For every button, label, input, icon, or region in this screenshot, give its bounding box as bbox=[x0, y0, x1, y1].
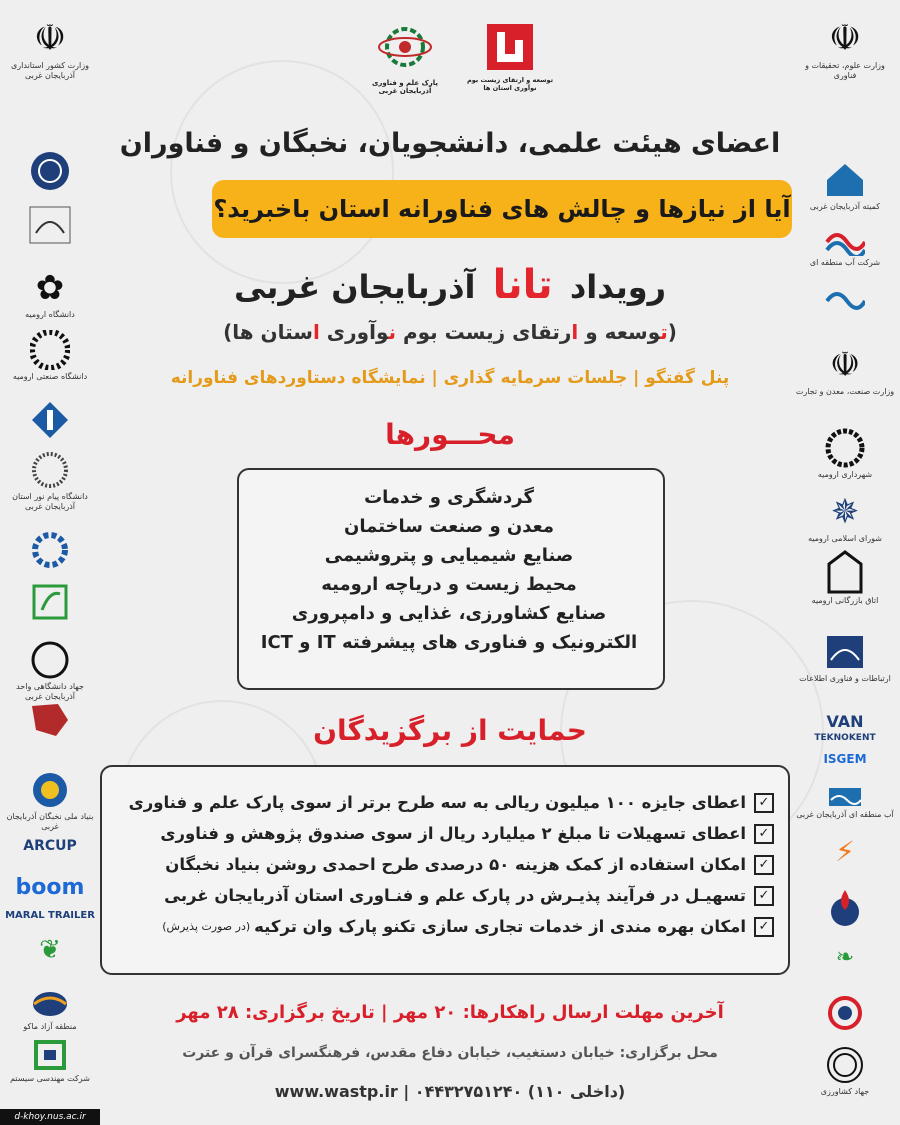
cube-icon bbox=[32, 1038, 68, 1072]
support-item: ✓ امکان بهره مندی از خدمات تجاری سازی تکنو پارک وان ترکیه (در صورت پذیرش) bbox=[102, 911, 788, 942]
event-name: تانا bbox=[492, 262, 553, 308]
axis-item: محیط زیست و دریاچه ارومیه bbox=[321, 574, 577, 595]
event-subtitle: (توسعه و ارتقای زیست بوم نوآوری استان ها) bbox=[223, 320, 677, 344]
support-item: ✓ اعطای تسهیلات تا مبلغ ۲ میلیارد ریال از سوی صندوق پژوهش و فناوری bbox=[102, 818, 788, 849]
gear-org-logo bbox=[0, 530, 100, 570]
committee-logo bbox=[795, 160, 895, 212]
park-caption: پارک علم و فناوری آذربایجان غربی bbox=[371, 79, 439, 95]
event-title bbox=[110, 262, 790, 308]
wave-icon bbox=[825, 285, 865, 315]
axis-item: صنایع کشاورزی، غذایی و دامپروری bbox=[291, 603, 607, 624]
ministry-industry-logo bbox=[795, 345, 895, 397]
ict-icon bbox=[823, 632, 867, 672]
leaf-icon bbox=[30, 582, 70, 622]
left-logo-column bbox=[0, 0, 110, 1125]
globe-icon bbox=[29, 150, 71, 192]
logo-caption: دانشگاه ارومیه bbox=[25, 310, 75, 319]
cooperative-logo bbox=[795, 995, 895, 1031]
logo-caption: دانشگاه پیام نور استان آذربایجان غربی bbox=[12, 492, 88, 511]
event-prefix: رویداد bbox=[569, 268, 667, 306]
checkbox-checked-icon: ✓ bbox=[754, 793, 774, 813]
elite-icon bbox=[30, 770, 70, 810]
arcup-logo: ARCUP bbox=[23, 838, 77, 854]
jahad-logo bbox=[0, 640, 100, 702]
deadline: آخرین مهلت ارسال راهکارها: ۲۰ مهر | تاریخ برگزاری: ۲۸ مهر bbox=[176, 1002, 724, 1023]
program-tags: پنل گفتگو | جلسات سرمایه گذاری | نمایشگاه دستاوردهای فناورانه bbox=[170, 368, 730, 388]
support-box bbox=[100, 765, 790, 975]
building-icon bbox=[825, 550, 865, 594]
orbit-icon bbox=[30, 988, 70, 1020]
ministry-interior-logo bbox=[0, 18, 100, 81]
lightning-icon: ⚡ bbox=[835, 835, 855, 868]
logo-caption: اتاق بازرگانی ارومیه bbox=[811, 596, 879, 605]
support-item: ✓ امکان استفاده از کمک هزینه ۵۰ درصدی طرح احمدی روشن بنیاد نخبگان bbox=[102, 849, 788, 880]
azad-university-logo bbox=[0, 400, 100, 440]
axis-item: الکترونیک و فناوری های پیشرفته IT و ICT bbox=[260, 632, 638, 653]
logo-caption: شرکت مهندسی سیستم bbox=[10, 1074, 90, 1083]
logo-caption: بنیاد ملی نخبگان آذربایجان غربی bbox=[6, 812, 94, 831]
urmia-tech-logo bbox=[0, 330, 100, 382]
green-org-logo bbox=[0, 582, 100, 622]
emblem-icon: ☫ bbox=[828, 18, 862, 59]
isgem-logo: ISGEM bbox=[823, 752, 867, 766]
tana-icon bbox=[485, 22, 535, 72]
logo-caption: شرکت آب منطقه ای bbox=[809, 258, 881, 267]
ict-ministry-logo bbox=[795, 632, 895, 684]
jahad-icon bbox=[30, 640, 70, 680]
wave-icon bbox=[825, 222, 865, 256]
calligraphy-logo bbox=[0, 205, 100, 245]
flower-icon: ✿ bbox=[35, 268, 65, 308]
tana-caption: توسعه و ارتقای زیست بوم نوآوری استان ها bbox=[466, 76, 554, 92]
calligraphy-icon bbox=[28, 205, 72, 245]
checkbox-checked-icon: ✓ bbox=[754, 824, 774, 844]
logo-caption: وزارت کشور استانداری آذربایجان غربی bbox=[11, 61, 89, 80]
support-item: ✓ اعطای جایزه ۱۰۰ میلیون ریالی به سه طرح برتر از سوی پارک علم و فناوری bbox=[102, 787, 788, 818]
map-logo bbox=[0, 700, 100, 740]
logo-caption: جهاد دانشگاهی واحد آذربایجان غربی bbox=[16, 682, 84, 701]
pattern-icon bbox=[825, 428, 865, 468]
logo-caption: شهرداری ارومیه bbox=[817, 470, 873, 479]
right-logo-column bbox=[790, 0, 900, 1125]
logo-caption: ارتباطات و فناوری اطلاعات bbox=[799, 674, 891, 683]
emblem-icon: ☫ bbox=[829, 345, 861, 385]
wave-icon bbox=[827, 786, 863, 808]
boom-logo: boom bbox=[15, 875, 85, 900]
logo-caption: وزارت صنعت، معدن و تجارت bbox=[795, 387, 895, 396]
axis-item: گردشگری و خدمات bbox=[364, 487, 534, 508]
logo-caption: وزارت علوم، تحقیقات و فناوری bbox=[805, 61, 885, 80]
chamber-logo bbox=[0, 150, 100, 192]
wheat-icon: ❧ bbox=[835, 945, 855, 970]
venue-address: محل برگزاری: خیابان دستغیب، خیابان دفاع مقدس، فرهنگسرای قرآن و عترت bbox=[182, 1045, 718, 1061]
flame-icon bbox=[825, 888, 865, 928]
axes-title: محـــورها bbox=[385, 418, 515, 451]
van-teknokent-logo: VAN TEKNOKENT bbox=[814, 712, 876, 743]
jahad-agri-logo bbox=[795, 1045, 895, 1097]
house-icon bbox=[823, 160, 867, 200]
map-icon bbox=[28, 700, 72, 740]
banner-text: آیا از نیازها و چالش های فناورانه استان باخبرید؟ bbox=[213, 195, 791, 223]
maku-logo bbox=[0, 988, 100, 1032]
checkbox-checked-icon: ✓ bbox=[754, 917, 774, 937]
website-contact: www.wastp.ir | ۰۴۴۳۲۷۵۱۲۴۰ (داخلی ۱۱۰) bbox=[274, 1082, 626, 1101]
green-leaf-logo bbox=[0, 935, 100, 965]
elite-foundation-logo bbox=[0, 770, 100, 832]
star-icon: ✵ bbox=[830, 492, 860, 532]
support-item: ✓ تسهیـل در فرآیند پذیـرش در پارک علم و فنـاوری استان آذربایجان غربی bbox=[102, 880, 788, 911]
cooperative-icon bbox=[827, 995, 863, 1031]
dots-icon bbox=[30, 330, 70, 370]
maral-logo: MARAL TRAILER bbox=[5, 910, 95, 921]
chamber-commerce-logo bbox=[795, 550, 895, 606]
axes-list bbox=[237, 470, 661, 688]
checkbox-checked-icon: ✓ bbox=[754, 855, 774, 875]
park-logo bbox=[355, 20, 455, 95]
source-watermark: d-khoy.nus.ac.ir bbox=[0, 1109, 100, 1125]
city-council-logo bbox=[795, 492, 895, 544]
azad-icon bbox=[30, 400, 70, 440]
regional-water-logo bbox=[795, 285, 895, 315]
regional-water-west-logo bbox=[795, 786, 895, 820]
logo-caption: جهاد کشاورزی bbox=[820, 1087, 870, 1096]
leaf-icon: ❦ bbox=[39, 935, 61, 965]
payame-noor-logo bbox=[0, 450, 100, 512]
gas-company-logo bbox=[795, 888, 895, 928]
ministry-science-logo bbox=[795, 18, 895, 81]
question-banner bbox=[212, 180, 792, 238]
logo-caption: منطقه آزاد ماکو bbox=[23, 1022, 77, 1031]
headline: اعضای هیئت علمی، دانشجویان، نخبگان و فناوران bbox=[119, 128, 781, 159]
axis-item: صنایع شیمیایی و پتروشیمی bbox=[324, 545, 574, 566]
water-company-logo bbox=[795, 222, 895, 268]
sun-icon bbox=[30, 450, 70, 490]
event-suffix: آذربایجان غربی bbox=[233, 268, 476, 306]
atom-gear-icon bbox=[375, 20, 435, 75]
power-logo bbox=[795, 835, 895, 868]
logo-caption: دانشگاه صنعتی ارومیه bbox=[12, 372, 88, 381]
agri-logo bbox=[795, 945, 895, 970]
emblem-icon: ☫ bbox=[33, 18, 67, 59]
logo-caption: آب منطقه ای آذربایجان غربی bbox=[796, 810, 894, 819]
logo-caption: کمیته آذربایجان غربی bbox=[809, 202, 881, 211]
urmia-university-logo bbox=[0, 268, 100, 320]
axis-item: معدن و صنعت ساختمان bbox=[344, 516, 554, 537]
urmia-municipality-logo bbox=[795, 428, 895, 480]
checkbox-checked-icon: ✓ bbox=[754, 886, 774, 906]
tana-logo bbox=[455, 22, 565, 92]
seal-icon bbox=[825, 1045, 865, 1085]
support-title: حمایت از برگزیدگان bbox=[313, 714, 587, 747]
support-note: (در صورت پذیرش) bbox=[162, 920, 251, 933]
logo-caption: شورای اسلامی ارومیه bbox=[808, 534, 882, 543]
gear-icon bbox=[30, 530, 70, 570]
system-eng-logo bbox=[0, 1038, 100, 1084]
